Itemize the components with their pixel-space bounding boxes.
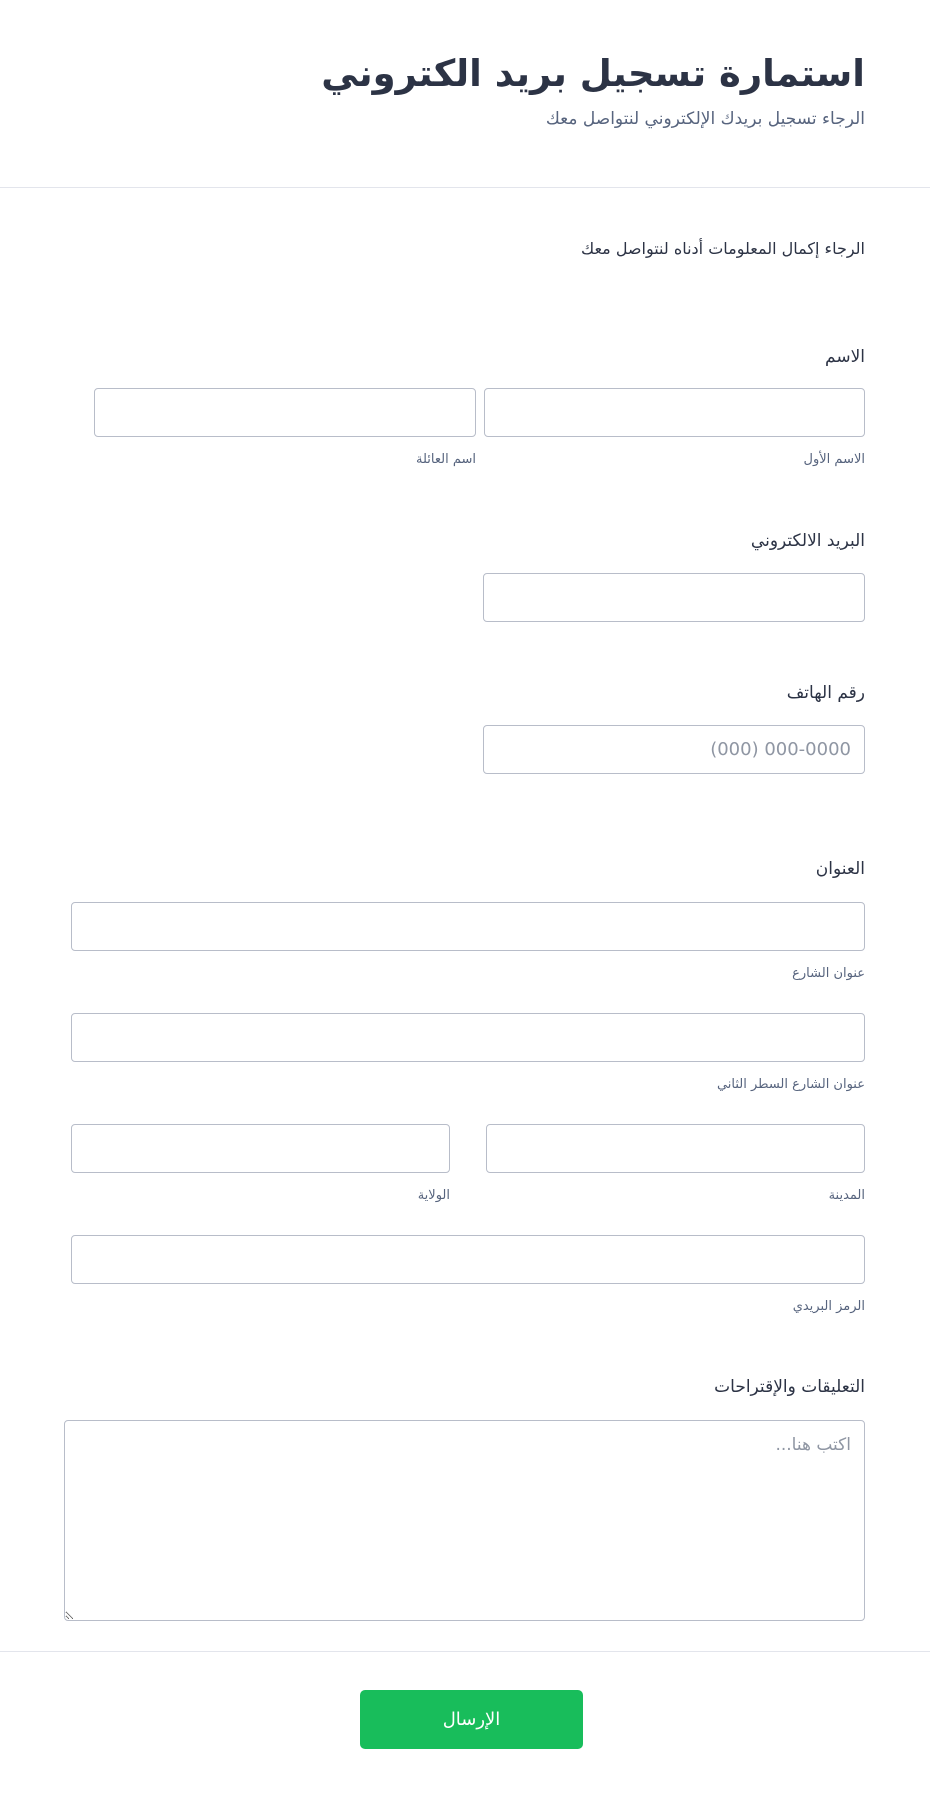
email-label: البريد الالكتروني	[750, 531, 865, 551]
state-sublabel: الولاية	[417, 1188, 450, 1203]
submit-button[interactable]: الإرسال	[360, 1690, 583, 1749]
phone-label: رقم الهاتف	[786, 683, 865, 703]
first-name-input[interactable]	[484, 388, 865, 437]
form-subtitle: الرجاء تسجيل بريدك الإلكتروني لنتواصل معك	[545, 109, 865, 129]
zip-code-sublabel: الرمز البريدي	[792, 1299, 865, 1314]
first-name-sublabel: الاسم الأول	[803, 452, 865, 467]
address-label: العنوان	[815, 859, 865, 879]
footer-divider	[0, 1651, 930, 1652]
header-divider	[0, 187, 930, 188]
intro-text: الرجاء إكمال المعلومات أدناه لنتواصل معك	[580, 239, 865, 258]
form-title: استمارة تسجيل بريد الكتروني	[321, 52, 865, 95]
street-address-input[interactable]	[71, 902, 865, 951]
last-name-sublabel: اسم العائلة	[416, 452, 476, 467]
comments-textarea[interactable]	[64, 1420, 865, 1621]
zip-code-input[interactable]	[71, 1235, 865, 1284]
state-input[interactable]	[71, 1124, 450, 1173]
city-input[interactable]	[486, 1124, 865, 1173]
street-address-sublabel: عنوان الشارع	[792, 966, 865, 981]
city-sublabel: المدينة	[828, 1188, 865, 1203]
email-input[interactable]	[483, 573, 865, 622]
last-name-input[interactable]	[94, 388, 476, 437]
street-address-line2-sublabel: عنوان الشارع السطر الثاني	[716, 1077, 865, 1092]
comments-label: التعليقات والإقتراحات	[714, 1377, 865, 1397]
phone-input[interactable]	[483, 725, 865, 774]
street-address-line2-input[interactable]	[71, 1013, 865, 1062]
name-label: الاسم	[825, 347, 865, 367]
